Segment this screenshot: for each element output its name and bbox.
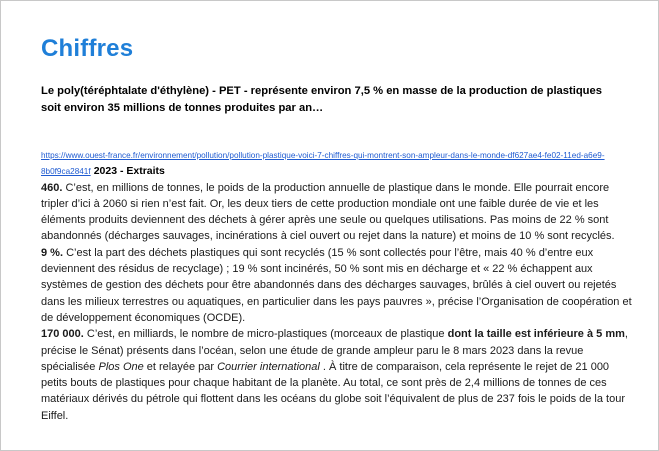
body-text xyxy=(41,147,637,424)
subtitle: Le poly(téréphtalate d'éthylène) - PET - représente environ 7,5 % en masse de la production de plastiques soit environ 35 millions de tonnes produites par an… xyxy=(41,85,602,114)
paragraph-460 xyxy=(41,180,637,245)
source-extract-label: 2023 - Extraits xyxy=(93,165,165,178)
page-title: Chiffres xyxy=(41,35,134,62)
figure-number: 170 000. xyxy=(41,328,84,341)
paragraph-text: C’est, en millions de tonnes, le poids de la production annuelle de plastique dans le monde. Elle pourrait encore tripler d’ici à 2060 si rien n’est fait. Or, les deux tiers de cette production mondiale ont une faible durée de vie et les éléments produits deviennent des déchets à gérer après une seule ou quelques utilisations. Pas moins de 22 % sont abandonnés (décharges sauvages, incinérations à ciel ouvert ou rejet dans la nature) et moins de 10 % sont recyclés. xyxy=(41,181,615,243)
paragraph-text: C’est, en milliards, le nombre de micro-plastiques (morceaux de plastique xyxy=(83,328,448,341)
source-line xyxy=(41,147,637,180)
magazine-name: Courrier international xyxy=(217,360,320,373)
figure-number: 9 %. xyxy=(41,246,64,259)
paragraph-text: C’est la part des déchets plastiques qui sont recyclés (15 % sont collectés pour l’être, mais 40 % d’entre eux deviennent des résidus de recyclage) ; 19 % sont incinérés, 50 % sont mis en décharge et « 22 % échappent aux systèmes de gestion des déchets pour être abandonnés dans des décharges sauvages, brûlés à ciel ouvert ou rejetés dans les milieux terrestres ou aquatiques, en particulier dans les pays pauvres », précise l’Organisation de coopération et de développement économiques (OCDE). xyxy=(41,246,632,324)
journal-name: Plos One xyxy=(98,360,144,373)
paragraph-text: , précise le Sénat) présents dans l’océan, selon une étude de grande ampleur paru le 8 mars 2023 dans la revue spécialisée xyxy=(41,328,628,373)
source-link[interactable]: https://www.ouest-france.fr/environnement/pollution/pollution-plastique-voici-7-chiffres-qui-montrent-son-ampleur-dans-le-monde-df627ae4-fe02-11ed-a6e9-8b0f9ca2841f xyxy=(41,151,605,177)
paragraph-text: . À titre de comparaison, cela représente le rejet de 21 000 petits bouts de plastiques pour chaque habitant de la planète. Au total, ce sont près de 2,4 millions de tonnes de ces matériaux dérivés du pétrole qui flottent dans les océans du globe soit l’équivalent de plus de 237 fois le poids de la tour Eiffel. xyxy=(41,360,625,422)
bold-phrase: dont la taille est inférieure à 5 mm xyxy=(447,328,625,341)
paragraph-text: et relayée par xyxy=(143,360,218,373)
paragraph-170000 xyxy=(41,326,637,424)
figure-number: 460. xyxy=(41,181,63,194)
paragraph-9-percent xyxy=(41,245,637,326)
